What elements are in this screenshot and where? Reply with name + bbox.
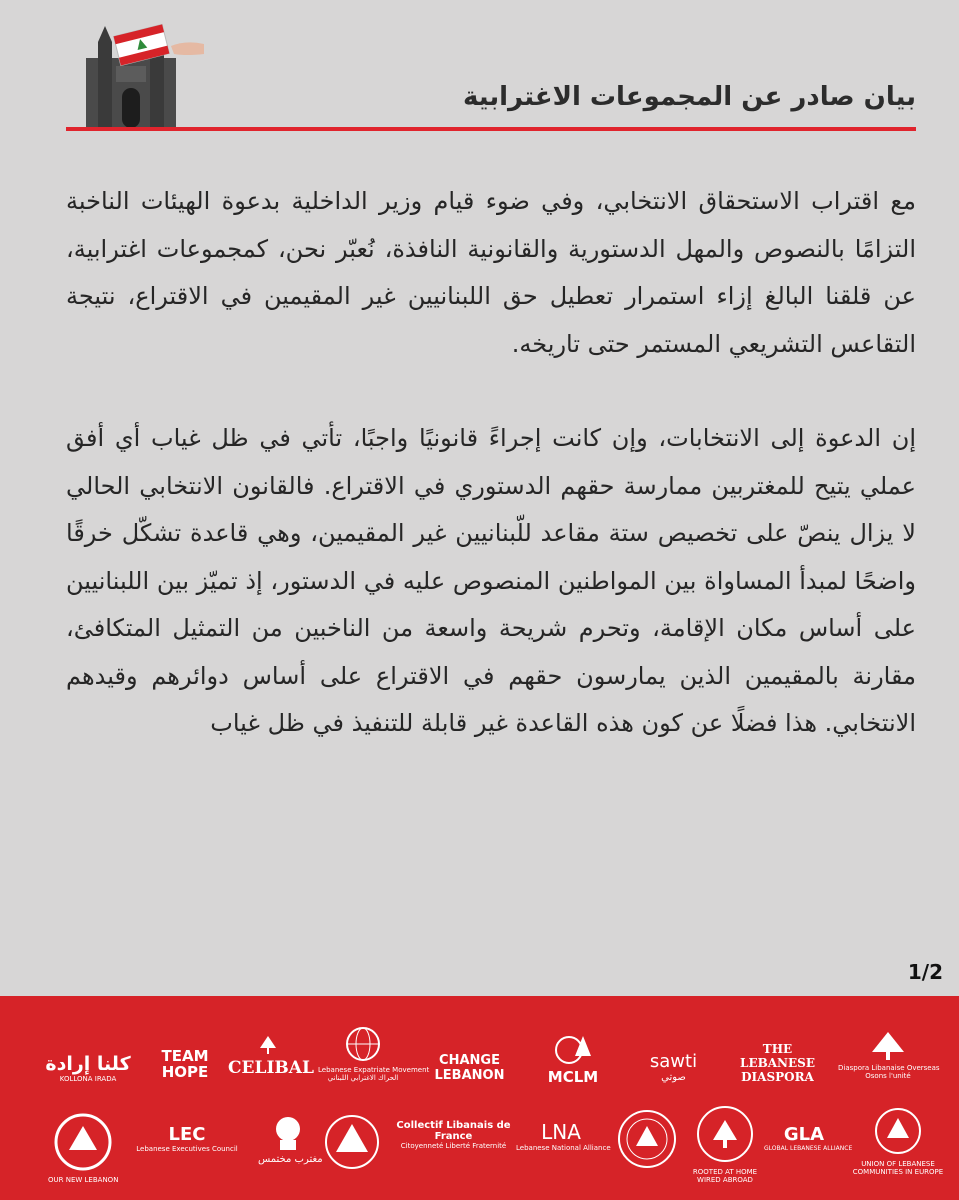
logo-our-new-lebanon: OUR NEW LEBANON <box>48 1112 118 1184</box>
logo-team-hope: TEAM HOPE <box>161 1047 209 1081</box>
seal-icon <box>616 1108 678 1170</box>
globe-icon <box>345 1026 381 1062</box>
logo-mclm: MCLM <box>528 1034 618 1086</box>
page-title: بيان صادر عن المجموعات الاغترابية <box>463 82 916 112</box>
logo-lec: LEC Lebanese Executives Council <box>136 1124 238 1153</box>
stars-cedar-badge-icon <box>873 1106 923 1156</box>
cedar-emblem-icon <box>322 1112 382 1172</box>
page-number: 1/2 <box>907 960 943 984</box>
statement-body <box>66 178 916 795</box>
logo-moghtareb-mokhtames: مغترب مختمس <box>258 1114 318 1165</box>
logo-gla: GLA GLOBAL LEBANESE ALLIANCE <box>764 1124 853 1152</box>
logo-celibal: CELIBAL <box>228 1036 308 1078</box>
title-divider <box>66 127 916 131</box>
logo-sawti: sawti صوتي <box>649 1051 698 1083</box>
header <box>66 18 916 130</box>
face-silhouette-icon <box>270 1114 306 1150</box>
logo-lebanese-expatriate-movement: Lebanese Expatriate Movement الحراك الاغترابي اللبناني <box>318 1026 408 1082</box>
logo-change-lebanon: CHANGE LEBANON <box>434 1053 505 1083</box>
logo-rooted-at-home: ROOTED AT HOME WIRED ABROAD <box>690 1104 760 1184</box>
logo-kalna-iradeh: كلنا إرادة KOLLONA IRADA <box>45 1053 131 1083</box>
footer-logos <box>0 996 959 1200</box>
cedar-badge-icon <box>53 1112 113 1172</box>
paragraph-2: إن الدعوة إلى الانتخابات، وإن كانت إجراءً قانونيًا واجبًا، تأتي في ظل غياب أي أفق عملي يتيح للمغتربين ممارسة حقهم الدستوري في الاقتراع. فالقانون الانتخابي الحالي لا يزال ينصّ على تخصيص ستة مقاعد للّبنانيين غير المقيمين، وهي قاعدة تشكّل خرقًا واضحًا لمبدأ المساواة بين المواطنين المنصوص عليه في الدستور، إذ تميّز بين اللبنانيين على أساس مكان الإقامة، وتحرم شريحة واسعة من الناخبين من التمثيل المتكافئ، مقارنة بالمقيمين الذين يمارسون حقهم في الاقتراع على أساس دوائرهم وقيدهم الانتخابي. هذا فضلًا عن كون هذه القاعدة غير قابلة للتنفيذ في ظل غياب <box>66 424 916 737</box>
logo-cedar-emblem <box>320 1112 384 1176</box>
logo-collectif-libanais-de-france: Collectif Libanais de France Citoyenneté Liberté Fraternité <box>396 1120 511 1150</box>
paragraph-1: مع اقتراب الاستحقاق الانتخابي، وفي ضوء قيام وزير الداخلية بدعوة الهيئات الناخبة التزامًا بالنصوص والمهل الدستورية والقانونية النافذة، نُعبّر نحن، كمجموعات اغترابية، عن قلقنا البالغ إزاء استمرار تعطيل حق اللبنانيين غير المقيمين في الاقتراع، نتيجة التقاعس التشريعي المستمر حتى تاريخه. <box>66 187 916 358</box>
logo-lebanese-association <box>614 1108 680 1174</box>
cedar-icon <box>868 1032 908 1060</box>
logo-union-of-lebanese-communities-in-europe: UNION OF LEBANESE COMMUNITIES IN EUROPE <box>850 1106 946 1176</box>
logo-lna: LNA Lebanese National Alliance <box>516 1120 611 1152</box>
ballot-building-flag-icon <box>66 18 206 130</box>
tree-badge-icon <box>695 1104 755 1164</box>
cedar-globe-icon <box>553 1034 593 1064</box>
logo-the-lebanese-diaspora: THE LEBANESE DIASPORA <box>740 1042 815 1084</box>
cedar-icon <box>258 1036 278 1054</box>
logo-diaspora-libanaise-overseas: Diaspora Libanaise Overseas Osons l'unité <box>838 1032 938 1080</box>
